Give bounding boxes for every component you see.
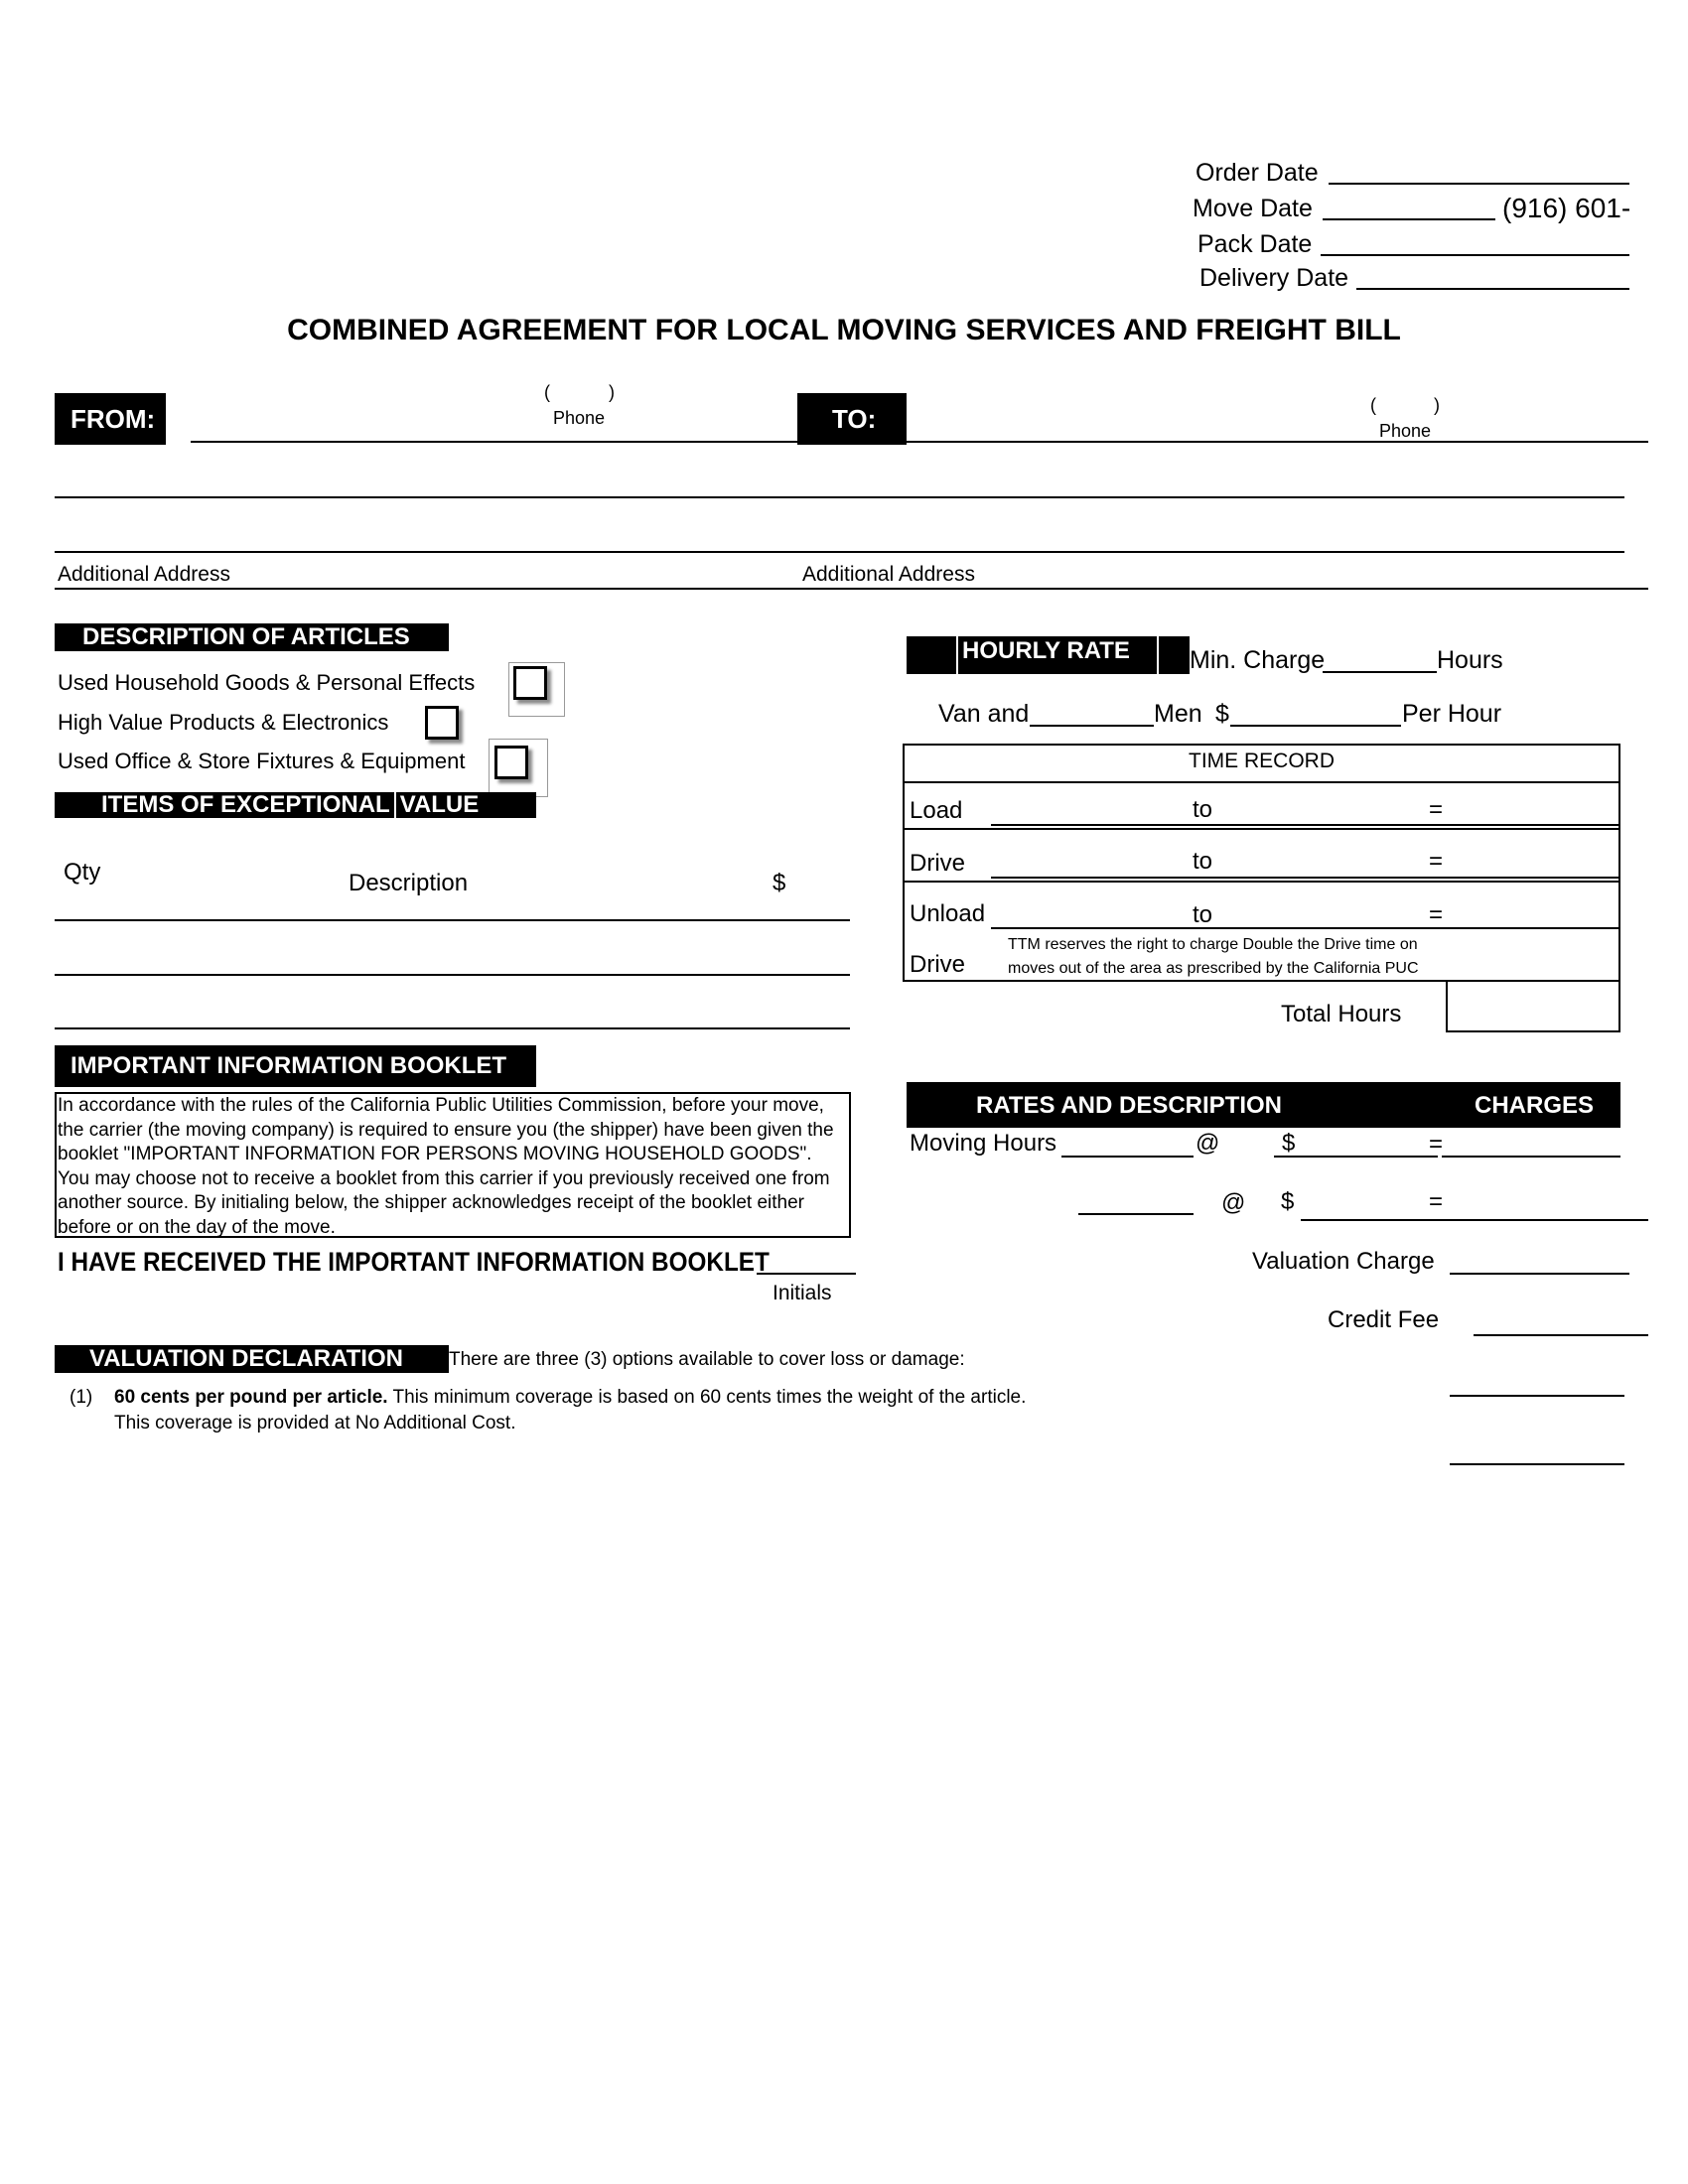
valuation-option-1-text: This minimum coverage is based on 60 cents times the weight of the article. (392, 1387, 1027, 1408)
hourly-dollar-sign: $ (1215, 700, 1229, 728)
moving-hours-at: @ (1196, 1130, 1220, 1157)
total-hours-label: Total Hours (1281, 1001, 1402, 1027)
time-row-unload-to: to (1193, 901, 1213, 928)
from-label: FROM: (55, 393, 166, 445)
hours-label: Hours (1437, 646, 1503, 674)
time-row-load-label: Load (910, 797, 963, 824)
to-additional-address-label: Additional Address (802, 563, 975, 586)
initials-label: Initials (773, 1282, 832, 1304)
move-date-label: Move Date (1193, 195, 1313, 222)
to-phone-paren-close: ) (1434, 395, 1440, 415)
time-row-drive-return-label: Drive (910, 951, 966, 978)
hourly-rate-header-text: HOURLY RATE (962, 637, 1130, 664)
high-value-checkbox[interactable] (425, 706, 459, 740)
pack-date-field[interactable] (1321, 254, 1629, 256)
moving-hours-charge-field[interactable] (1442, 1156, 1620, 1158)
hourly-rate-divider-right (1157, 636, 1159, 674)
time-record-divider-2 (903, 828, 1620, 830)
extra-rate-qty-field[interactable] (1078, 1213, 1194, 1215)
qty-column-label: Qty (64, 859, 101, 886)
address-line-2[interactable] (55, 496, 1624, 498)
exceptional-item-row-1[interactable] (55, 919, 850, 921)
time-record-header: TIME RECORD (1189, 750, 1335, 772)
rates-description-header: RATES AND DESCRIPTION (976, 1092, 1283, 1119)
additional-charge-field-2[interactable] (1450, 1463, 1624, 1465)
move-date-field[interactable] (1323, 218, 1495, 220)
time-record-divider-1 (903, 781, 1620, 783)
office-fixtures-checkbox[interactable] (494, 746, 528, 779)
extra-rate-dollar: $ (1281, 1188, 1295, 1215)
moving-hours-eq: = (1429, 1131, 1444, 1158)
booklet-received-statement: I HAVE RECEIVED THE IMPORTANT INFORMATION BOOKLET (58, 1247, 770, 1277)
to-address-field[interactable] (907, 441, 1648, 443)
booklet-line-2: the carrier (the moving company) is required to ensure you (the shipper) have been given the (58, 1119, 834, 1141)
time-record-divider-3 (903, 881, 1620, 883)
valuation-option-1 (114, 1388, 1026, 1407)
description-column-label: Description (349, 870, 469, 896)
drive-time-field[interactable] (991, 877, 1620, 879)
article-household-goods: Used Household Goods & Personal Effects (58, 670, 476, 695)
hourly-rate-header (907, 636, 1190, 674)
booklet-line-3: booklet "IMPORTANT INFORMATION FOR PERSONS MOVING HOUSEHOLD GOODS". (58, 1144, 812, 1164)
rates-charges-header (907, 1082, 1620, 1128)
important-booklet-header: IMPORTANT INFORMATION BOOKLET (55, 1045, 536, 1087)
order-date-field[interactable] (1329, 183, 1629, 185)
hourly-rate-field[interactable] (1230, 725, 1401, 727)
exceptional-value-header-part1: ITEMS OF EXCEPTIONAL (101, 791, 390, 818)
moving-hours-field[interactable] (1061, 1156, 1194, 1158)
time-row-load-to: to (1193, 796, 1213, 823)
booklet-line-4: You may choose not to receive a booklet from this carrier if you previously received one from (58, 1167, 830, 1189)
valuation-charge-field[interactable] (1450, 1273, 1629, 1275)
pack-date-label: Pack Date (1197, 230, 1313, 258)
time-row-unload-label: Unload (910, 900, 986, 927)
extra-rate-eq: = (1429, 1188, 1444, 1215)
extra-rate-field[interactable] (1301, 1219, 1648, 1221)
booklet-text (58, 1094, 834, 1240)
to-phone-label: Phone (1379, 421, 1432, 441)
charges-header: CHARGES (1475, 1092, 1595, 1119)
delivery-date-label: Delivery Date (1199, 264, 1349, 292)
men-count-field[interactable] (1030, 725, 1154, 727)
booklet-line-6: before or on the day of the move. (58, 1216, 336, 1238)
delivery-date-field[interactable] (1356, 288, 1629, 290)
valuation-option-1-line2: This coverage is provided at No Additional Cost. (114, 1413, 516, 1433)
moving-hours-label: Moving Hours (910, 1130, 1057, 1157)
from-additional-address-label: Additional Address (58, 563, 230, 586)
exceptional-value-divider (394, 792, 396, 818)
article-office-fixtures: Used Office & Store Fixtures & Equipment (58, 749, 466, 773)
to-label: TO: (797, 393, 907, 445)
page-title: COMBINED AGREEMENT FOR LOCAL MOVING SERVICES AND FREIGHT BILL (287, 314, 1401, 346)
time-row-unload-eq: = (1429, 901, 1444, 928)
total-hours-field[interactable] (1446, 980, 1620, 1032)
initials-field[interactable] (757, 1273, 856, 1275)
valuation-intro: There are three (3) options available to cover loss or damage: (449, 1349, 965, 1370)
booklet-line-5: another source. By initialing below, the shipper acknowledges receipt of the booklet either (58, 1192, 805, 1213)
per-hour-label: Per Hour (1402, 700, 1502, 728)
from-address-field[interactable] (191, 441, 798, 443)
exceptional-item-row-3[interactable] (55, 1027, 850, 1029)
double-drive-note-line-1: TTM reserves the right to charge Double the Drive time on (1008, 936, 1418, 953)
credit-fee-field[interactable] (1474, 1334, 1648, 1336)
load-time-field[interactable] (991, 824, 1620, 826)
min-charge-label: Min. Charge (1190, 646, 1326, 674)
order-date-label: Order Date (1196, 159, 1319, 187)
moving-hours-dollar: $ (1282, 1130, 1296, 1157)
time-row-drive-to: to (1193, 848, 1213, 875)
from-phone-paren-open: ( (544, 382, 550, 402)
article-high-value: High Value Products & Electronics (58, 710, 389, 735)
valuation-option-number: (1) (70, 1387, 93, 1408)
moving-hours-rate-field[interactable] (1274, 1156, 1438, 1158)
men-label: Men (1154, 700, 1202, 728)
from-phone-label: Phone (553, 408, 606, 428)
time-row-drive-label: Drive (910, 850, 966, 877)
time-row-drive-eq: = (1429, 848, 1444, 875)
exceptional-item-row-2[interactable] (55, 974, 850, 976)
booklet-line-1: In accordance with the rules of the California Public Utilities Commission, before your move, (58, 1095, 824, 1116)
to-phone-paren-open: ( (1370, 395, 1376, 415)
van-and-label: Van and (938, 700, 1030, 728)
extra-rate-at: @ (1221, 1189, 1246, 1216)
time-row-load-eq: = (1429, 796, 1444, 823)
phone-prefix: (916) 601- (1502, 193, 1631, 223)
unload-time-field[interactable] (991, 927, 1620, 929)
additional-charge-field-1[interactable] (1450, 1395, 1624, 1397)
valuation-option-1-bold: 60 cents per pound per article. (114, 1387, 388, 1408)
double-drive-note-line-2: moves out of the area as prescribed by the California PUC (1008, 960, 1419, 977)
valuation-declaration-header: VALUATION DECLARATION (55, 1345, 449, 1373)
description-of-articles-header: DESCRIPTION OF ARTICLES (55, 623, 449, 651)
household-goods-checkbox[interactable] (513, 666, 547, 700)
value-column-label: $ (773, 870, 786, 896)
address-line-3[interactable] (55, 551, 1624, 553)
additional-address-field[interactable] (55, 588, 1648, 590)
valuation-charge-label: Valuation Charge (1252, 1248, 1435, 1275)
exceptional-value-header (55, 792, 536, 818)
min-charge-field[interactable] (1323, 671, 1437, 673)
credit-fee-label: Credit Fee (1328, 1306, 1440, 1333)
hourly-rate-divider-left (956, 636, 958, 674)
from-phone-paren-close: ) (609, 382, 615, 402)
exceptional-value-header-part2: VALUE (399, 791, 480, 818)
